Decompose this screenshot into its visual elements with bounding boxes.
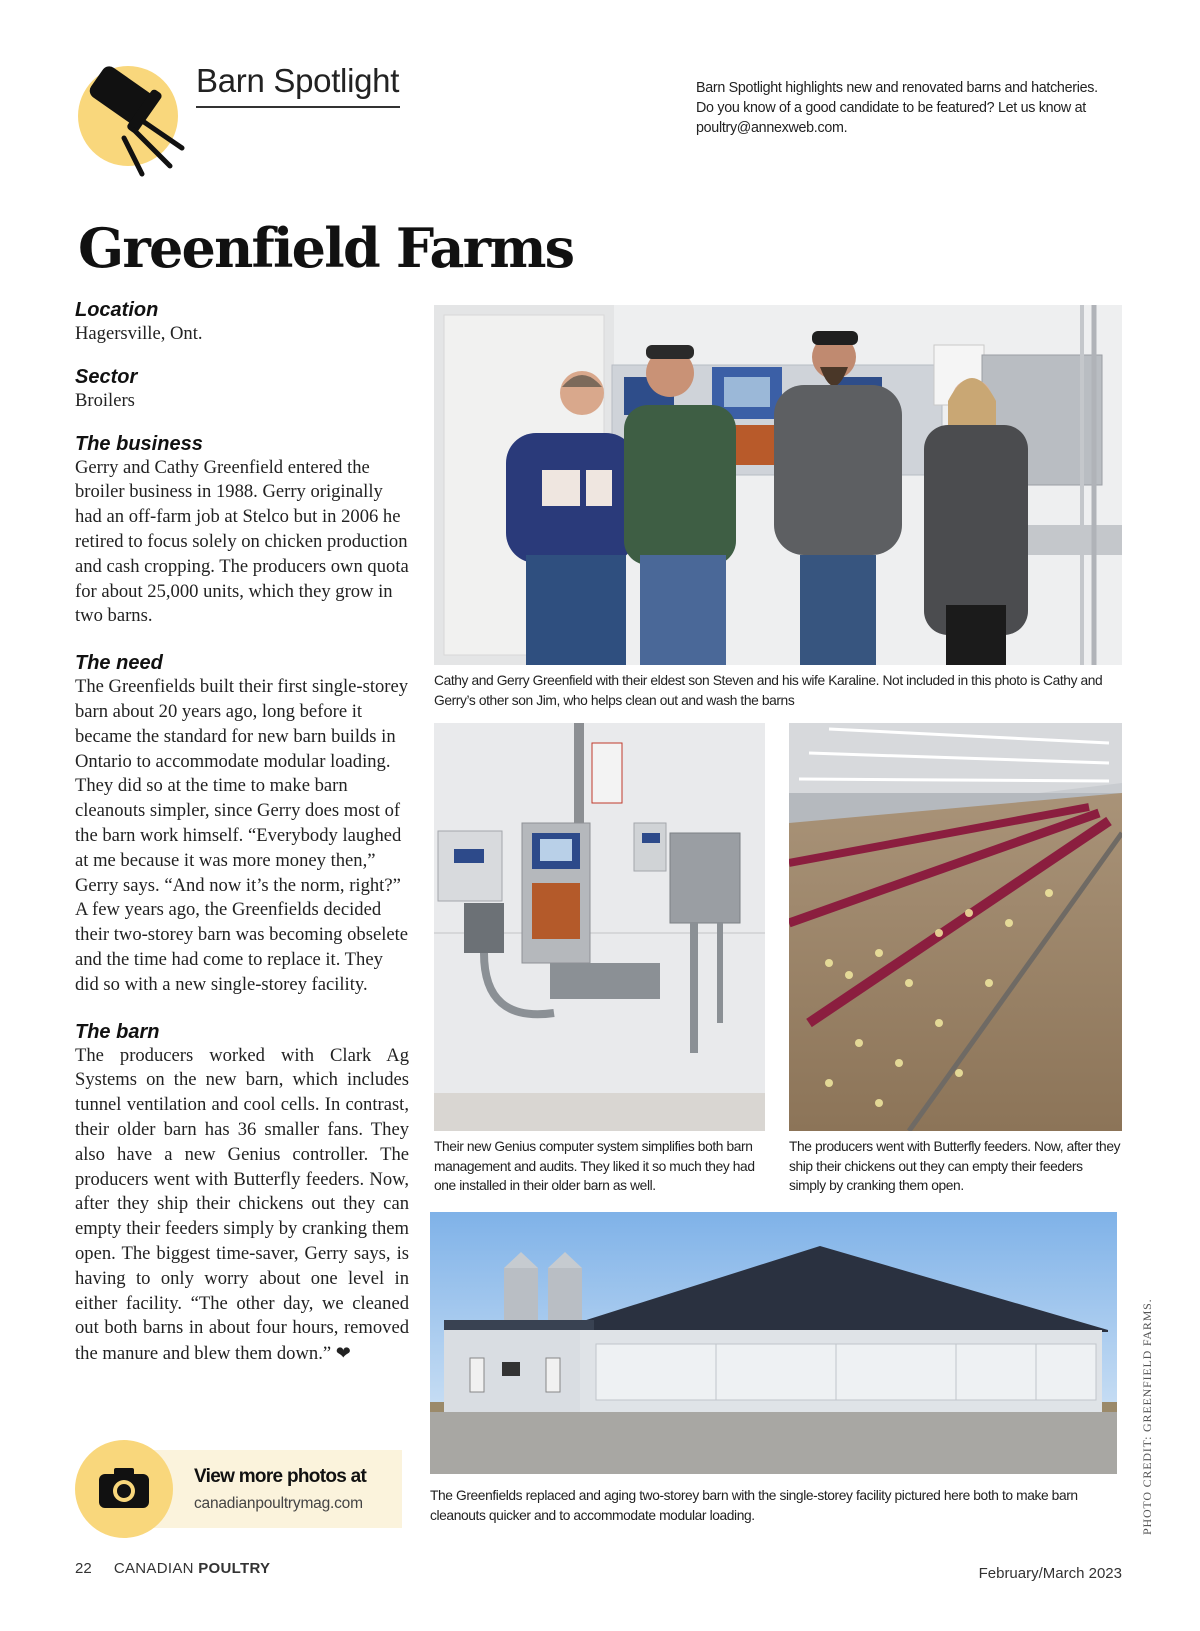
intro-text [696, 78, 1136, 138]
location-value: Hagersville, Ont. [75, 323, 203, 344]
barn-text [75, 1044, 409, 1367]
cta-panel [150, 1450, 402, 1528]
intro-line: poultry@annexweb.com. [696, 120, 848, 136]
camera-badge [75, 1440, 173, 1538]
feeders-photo-caption: The producers went with Butterfly feeders. Now, after they ship their chickens out they can empty their feeders simply by cranking them open. [789, 1139, 1121, 1193]
need-text: The Greenfields built their first single-storey barn about 20 years ago, long before it became the standard for new barn builds in Ontario to accommodate modular loading. They did so at the time to make barn cleanouts simpler, since Gerry does most of the barn work himself. “Everybody laughed at me because it was more money then,” Gerry says. “And now it’s the norm, right?” A few years ago, the Greenfields decided their two-storey barn was becoming obselete and the time had come to replace it. They did so with a new single-storey facility. [75, 676, 409, 995]
camera-icon [75, 1440, 173, 1538]
spotlight-icon [72, 58, 192, 178]
article-column [75, 298, 409, 1389]
section-title-underline [196, 106, 400, 108]
business-heading: The business [75, 432, 203, 455]
page-number: 22 [75, 1560, 92, 1577]
feeders-photo [789, 723, 1122, 1131]
barn-exterior-photo [430, 1212, 1117, 1474]
sector-value: Broilers [75, 389, 135, 411]
footer-left [75, 1560, 270, 1577]
end-mark-icon: ❤ [335, 1343, 351, 1364]
family-photo [434, 305, 1122, 665]
business-text: Gerry and Cathy Greenfield entered the broiler business in 1988. Gerry originally had an off-farm job at Stelco but in 2006 he retired to focus solely on chicken production and cash cropping. The producers own quota for about 25,000 units, which they grow in two barns. [75, 456, 409, 627]
cta-link[interactable]: canadianpoultrymag.com [194, 1495, 363, 1512]
need-heading: The need [75, 652, 163, 675]
publication-name-light: CANADIAN [113, 1560, 199, 1577]
publication-name-bold: POULTRY [198, 1560, 271, 1577]
issue-date: February/March 2023 [978, 1565, 1122, 1582]
page-title: Greenfield Farms [78, 216, 574, 280]
family-photo-caption: Cathy and Gerry Greenfield with their eldest son Steven and his wife Karaline. Not included in this photo is Cathy and Gerry’s other son Jim, who helps clean out and wash the barns [434, 673, 1103, 708]
barn-heading: The barn [75, 1020, 160, 1043]
photo-credit: PHOTO CREDIT: GREENFIELD FARMS. [1140, 1298, 1154, 1535]
barn-text-body: The producers worked with Clark Ag Systems on the new barn, which includes tunnel ventilation and cool cells. In contrast, their older barn has 36 smaller fans. They also have a new Genius controller. The producers went with Butterfly feeders. Now, after they ship their chickens out they can empty their feeders simply by cranking them open. The biggest time-saver, Gerry says, is having to only worry about one level in either facility. “The other day, we cleaned out both barns in about four hours, removed the manure and blew them down.” [75, 1044, 409, 1365]
intro-line: Do you know of a good candidate to be featured? Let us know at [696, 100, 1086, 116]
publication-name [114, 1560, 271, 1577]
location-heading: Location [75, 299, 159, 321]
section-title: Barn Spotlight [196, 62, 400, 99]
intro-line: Barn Spotlight highlights new and renovated barns and hatcheries. [696, 80, 1098, 96]
controller-photo-caption: Their new Genius computer system simplifies both barn management and audits. They liked it so much they had one installed in their older barn as well. [434, 1139, 755, 1193]
barn-exterior-photo-caption: The Greenfields replaced and aging two-storey barn with the single-storey facility pictured here both to make barn cleanouts quicker and to accommodate modular loading. [430, 1488, 1078, 1523]
sector-heading: Sector [75, 365, 138, 388]
cta-title: View more photos at [194, 1466, 367, 1487]
controller-photo [434, 723, 765, 1131]
